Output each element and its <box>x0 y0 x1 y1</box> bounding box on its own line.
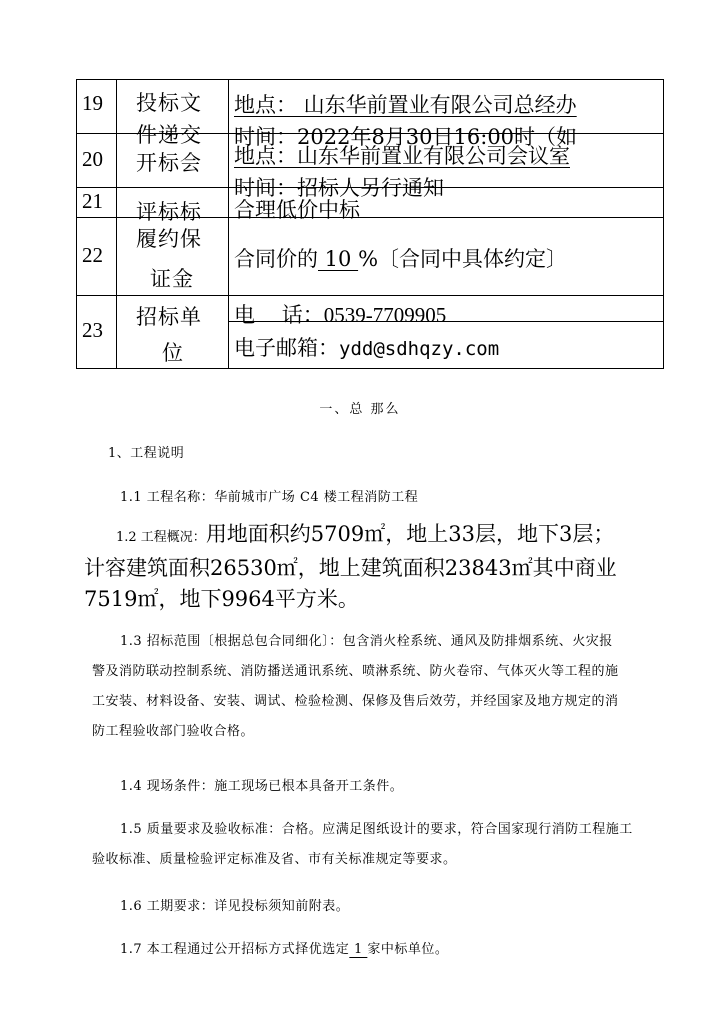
row-23-email: 电子邮箱：ydd@sdhqzy.com <box>234 336 500 360</box>
row-20-value <box>229 134 663 200</box>
item-1-2 <box>84 519 684 615</box>
row-20-time: 时间：招标人另行通知 <box>234 176 444 200</box>
row-19-value <box>229 79 663 149</box>
row-21-label: 评标标 <box>136 200 202 224</box>
item-1-3-line2: 警及消防联动控制系统、消防播送通讯系统、喷淋系统、防火卷帘、气体灭火等工程的施 <box>92 664 619 679</box>
row-21-label-box <box>116 188 228 224</box>
row-22-number: 22 <box>82 243 103 267</box>
section-heading: 一、总 那么 <box>319 402 401 417</box>
row-22-value: 合同价的 10 %〔合同中具体约定〕 <box>234 247 568 271</box>
item-1-3-line1: 1.3 招标范围〔根据总包合同细化〕：包含消火栓系统、通风及防排烟系统、火灾报 <box>120 634 613 649</box>
row-21-value-box <box>229 188 663 222</box>
row-19-time: 时间：2022年8月30日16:00时（如 <box>234 125 578 149</box>
item-1-4: 1.4 现场条件：施工现场已根本具备开工条件。 <box>120 779 404 794</box>
item-1-3 <box>92 627 619 747</box>
row-23-number: 23 <box>82 318 103 342</box>
row-19-label-line2: 件递交 <box>136 123 202 147</box>
item-1-3-line3: 工安装、材料设备、安装、调试、检验检测、保修及售后效劳，并经国家及地方规定的消 <box>92 694 619 709</box>
bid-info-table <box>76 79 664 369</box>
item-1-2-line2: 计容建筑面积26530㎡，地上建筑面积23843㎡其中商业 <box>84 556 617 580</box>
item-1-6: 1.6 工期要求：详见投标须知前附表。 <box>120 899 350 914</box>
item-1-5-line1: 1.5 质量要求及验收标准：合格。应满足图纸设计的要求，符合国家现行消防工程施工 <box>120 822 633 837</box>
row-21-number: 21 <box>82 189 103 213</box>
section-1-title: 1、工程说明 <box>108 446 185 461</box>
item-1-2-line1: 1.2 工程概况：用地面积约5709㎡，地上33层，地下3层； <box>116 522 615 546</box>
item-1-5 <box>92 815 633 875</box>
item-1-2-line3: 7519㎡，地下9964平方米。 <box>84 587 359 611</box>
row-23-label-line1: 招标单 <box>136 305 202 329</box>
item-1-7: 1.7 本工程通过公开招标方式择优选定 1 家中标单位。 <box>120 942 449 957</box>
item-1-1: 1.1 工程名称：华前城市广场 C4 楼工程消防工程 <box>120 490 419 505</box>
row-22-label-line2: 证金 <box>150 267 194 291</box>
row-23-label-line2: 位 <box>162 341 184 365</box>
row-19-number: 19 <box>82 91 103 115</box>
row-21-value: 合理低价中标 <box>234 198 360 222</box>
row-19-label <box>116 79 228 147</box>
row-20-location: 地点：山东华前置业有限公司会议室 <box>234 144 570 168</box>
row-22-label-line1: 履约保 <box>136 227 202 251</box>
row-19-label-line1: 投标文 <box>136 91 202 115</box>
item-1-5-line2: 验收标准、质量检验评定标准及省、市有关标准规定等要求。 <box>92 852 457 867</box>
item-1-3-line4: 防工程验收部门验收合格。 <box>92 724 255 739</box>
row-20-number: 20 <box>82 147 103 171</box>
row-23-phone-box <box>229 296 663 327</box>
row-20-label: 开标会 <box>136 151 202 175</box>
row-23-phone: 电 话：0539-7709905 <box>234 303 447 327</box>
row-19-location: 地点： 山东华前置业有限公司总经办 <box>234 93 577 117</box>
